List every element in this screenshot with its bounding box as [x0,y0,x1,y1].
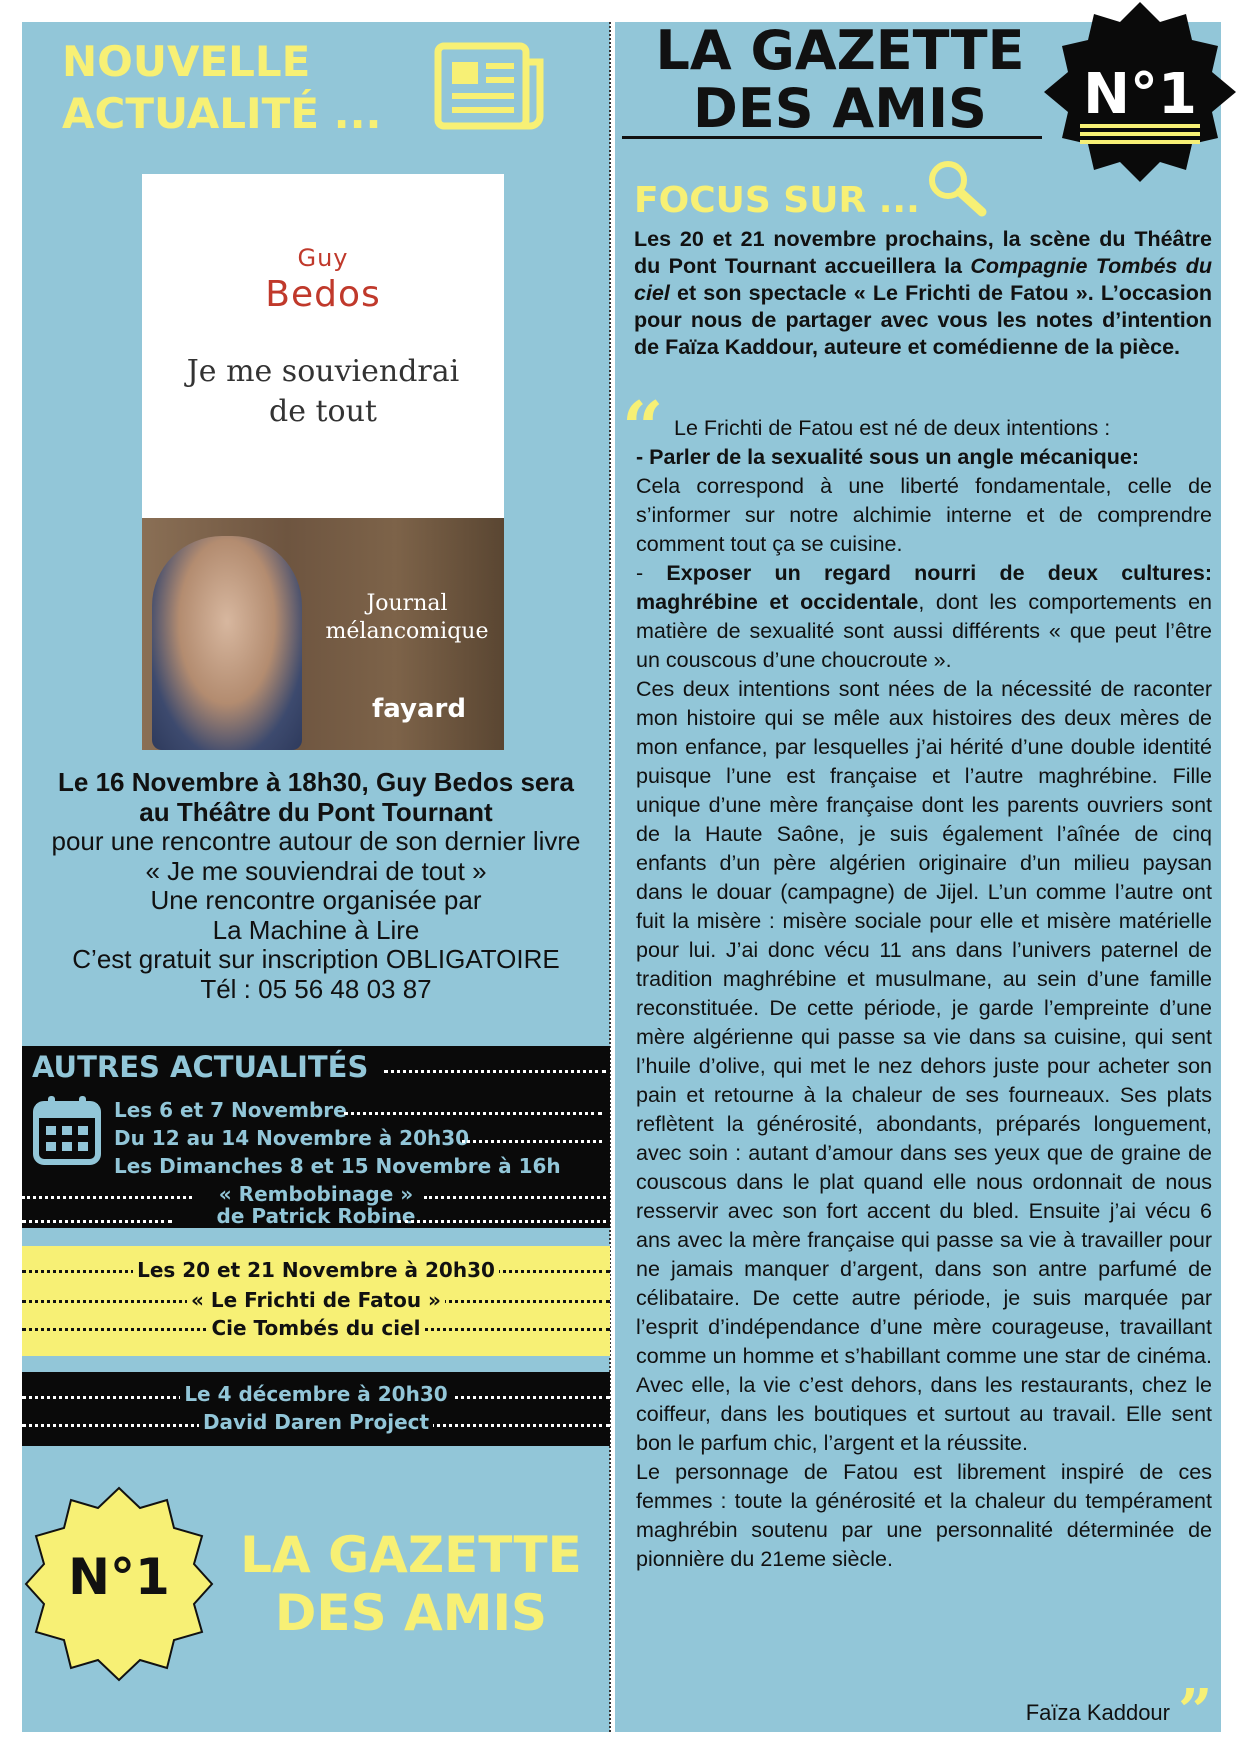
daren-date: Le 4 décembre à 20h30 [22,1382,610,1406]
book-cover-photo [142,518,504,750]
book-cover [142,174,504,750]
event-line-3: Une rencontre organisée par [150,885,482,915]
autres-date-3: Les Dimanches 8 et 15 Novembre à 16h [114,1154,561,1178]
autres-show-author: de Patrick Robine [216,1204,416,1228]
article-paragraph-2: Le personnage de Fatou est librement inspiré de ces femmes : toute la générosité et la chaleur du tempérament maghrébin soutenu par une personnalité déterminée de pionnière du 21eme siècle. [636,1460,1212,1571]
intro-text-2: et son spectacle « Le Frichti de Fatou ». L’occasion pour nous de partager avec vous les notes d’intention de Faïza Kaddour, auteure et comédienne de la pièce. [634,281,1212,359]
gazette-title-bottom [226,1526,596,1642]
dotted-rule [424,1196,606,1199]
dotted-rule [398,1220,606,1223]
daren-show-title: David Daren Project [22,1410,610,1434]
gazette-title-top [640,19,1040,140]
gazette-title-top-line-2: DES AMIS [693,77,987,140]
article-point-1: - Parler de la sexualité sous un angle mécanique: Cela correspond à une liberté fondamentale, celle de s’informer sur notre alchimie interne et de comprendre comment tout ça se cuisine. [636,445,1212,556]
book-author-last-name: Bedos [265,274,381,315]
book-publisher: fayard [372,694,466,724]
newspaper-icon [432,38,548,134]
book-subtitle [312,590,502,646]
book-title-line-2: de tout [269,394,377,429]
event-announcement [22,768,610,1004]
autres-actualites-block [22,1046,610,1228]
intro-text-1: Les 20 et 21 novembre prochains, la scène du Théâtre du Pont Tournant accueillera la [634,227,1212,278]
nouvelle-actualite-heading [62,36,382,140]
dotted-rule [462,1140,602,1143]
book-title-line-1: Je me souviendrai [186,354,460,389]
open-quote-mark: “ [622,385,664,470]
magnifier-icon [924,158,988,218]
gazette-title-bottom-line-1: LA GAZETTE [240,1526,582,1584]
book-title [142,352,504,432]
article-point-2: - Exposer un regard nourri de deux cultures: maghrébine et occidentale, dont les comportements en matière de sexualité sont aussi différents « que peut l’être un couscous d’une choucroute ». [636,561,1213,672]
event-line-bold-2: au Théâtre du Pont Tournant [139,796,493,827]
event-line-1: pour une rencontre autour de son dernier livre [51,826,581,856]
close-quote-mark: ” [1178,1677,1213,1747]
autres-date-2: Du 12 au 14 Novembre à 20h30 [114,1126,470,1150]
book-subtitle-line-1: Journal [366,591,448,616]
event-line-4: La Machine à Lire [212,914,420,945]
intro-company: Compagnie Tombés du ciel [634,254,1212,305]
issue-number-top: N°1 [1083,62,1197,127]
dotted-rule [22,1220,172,1223]
issue-number-bottom: N°1 [68,1548,170,1606]
book-subtitle-line-2: mélancomique [325,619,489,644]
autres-show-title: « Rembobinage » [218,1182,414,1206]
title-underline [622,136,1042,139]
daren-event-block [22,1372,610,1446]
article-signature: Faïza Kaddour [1025,1700,1170,1725]
calendar-icon [32,1094,102,1166]
headline-line-1: NOUVELLE [62,37,311,86]
frichti-event-block [22,1246,610,1356]
event-phone: Tél : 05 56 48 03 87 [200,973,432,1004]
focus-sur-heading: FOCUS SUR ... [634,180,920,221]
gazette-title-bottom-line-2: DES AMIS [274,1584,548,1642]
event-line-5: C’est gratuit sur inscription OBLIGATOIRE [72,944,560,974]
autres-actualites-title: AUTRES ACTUALITÉS [32,1050,369,1084]
autres-date-1: Les 6 et 7 Novembre [114,1098,347,1122]
dotted-rule [344,1112,602,1115]
frichti-company: Cie Tombés du ciel [22,1316,610,1340]
event-line-2: « Je me souviendrai de tout » [145,855,487,886]
article-body [636,414,1212,1574]
gazette-title-top-line-1: LA GAZETTE [655,19,1025,82]
dotted-rule [22,1196,192,1199]
frichti-date: Les 20 et 21 Novembre à 20h30 [22,1258,610,1282]
dotted-rule [384,1070,606,1073]
article-paragraph-1: Ces deux intentions sont nées de la nécessité de raconter mon histoire qui se mêle aux histoires des deux mères de mon enfance, par lesquelles j’ai hérité d’une double identité puisque l’une est française et l’autre maghrébine. Fille unique d’une mère française dont les parents ouvriers sont de la Haute Saône, je suis également l’aînée de cinq enfants d’un père algérien originaire d’un milieu paysan dans le douar (campagne) de Jijel. L’un comme l’autre ont fuit la misère : misère sociale pour elle et misère matérielle pour lui. J’ai donc vécu 11 ans dans l’univers paternel de tradition maghrébine et musulmane, au sein d’une famille reconstituée. De cette période, je garde l’empreinte d’une mère algérienne qui passe sa vie dans sa cuisine, qui sent l’huile d’olive, qui met le nez dehors juste pour acheter son pain et retourne à la chaleur de ses fourneaux. Ses plats reflètent la générosité, abondants, préparés longuement, avec soin : autant d’amour dans ses yeux que de graine de couscous dans le plat quand elle nous ordonnait de nous resservir avec son fort accent du bled. Ensuite j’ai vécu 6 ans avec la mère française qui passe sa vie à travailler pour ne jamais manquer d’argent, dans son antre parfumé de célibataire. De cette autre période, je suis marquée par l’esprit d’indépendance d’une mère courageuse, travaillant comme un homme et s’habillant comme une star de cinéma. Avec elle, la vie c’est dehors, dans les restaurants, chez le coiffeur, dans les boutiques et surtout au travail. Elle sent bon le parfum chic, l’argent et la réussite. [636,677,1212,1455]
focus-intro [634,226,1212,361]
author-portrait [152,536,302,750]
article-opening: Le Frichti de Fatou est né de deux intentions : [674,416,1111,440]
headline-line-2: ACTUALITÉ ... [62,89,382,138]
frichti-show-title: « Le Frichti de Fatou » [22,1288,610,1312]
book-author-first-name: Guy [297,244,349,272]
event-line-bold-1: Le 16 Novembre à 18h30, Guy Bedos sera [58,767,574,797]
